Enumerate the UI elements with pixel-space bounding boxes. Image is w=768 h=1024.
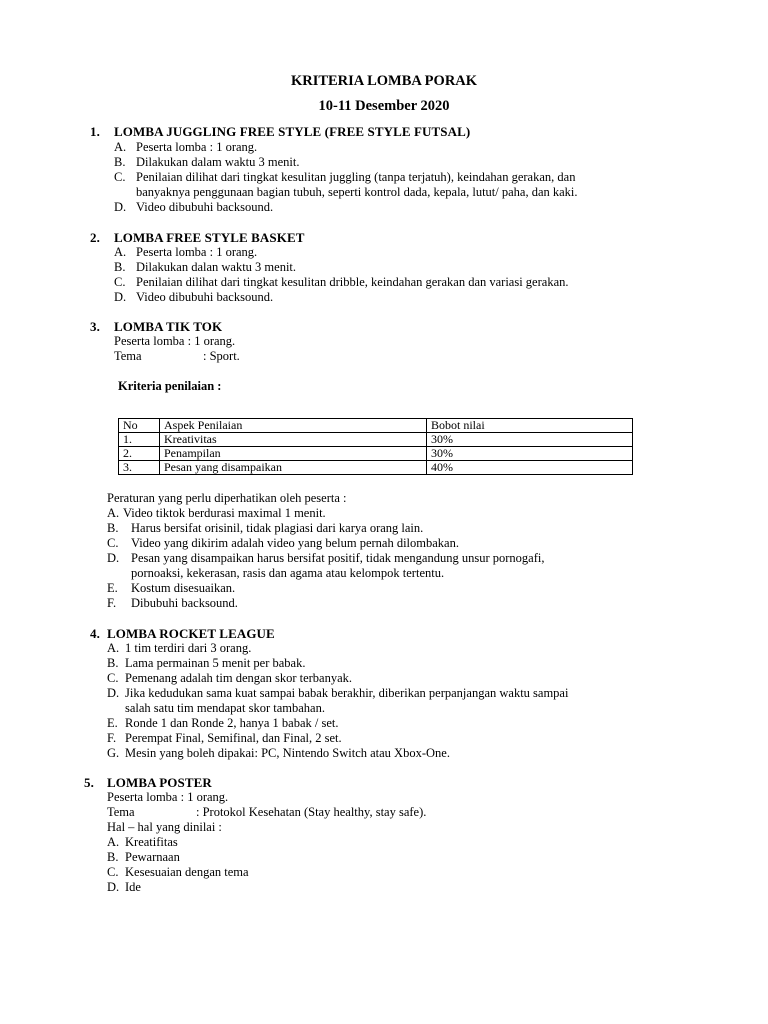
kriteria-table bbox=[118, 418, 633, 475]
section-4-item-letter: D. bbox=[107, 686, 120, 700]
section-5-number: 5. bbox=[84, 775, 94, 790]
table-header-cell: Bobot nilai bbox=[427, 419, 633, 433]
section-2-item-letter: B. bbox=[114, 260, 126, 274]
section-5-item-letter: D. bbox=[107, 880, 120, 894]
section-4-item-text: 1 tim terdiri dari 3 orang. bbox=[125, 641, 252, 655]
section-5-item-letter: C. bbox=[107, 865, 119, 879]
table-header-cell: Aspek Penilaian bbox=[160, 419, 427, 433]
section-2-heading: LOMBA FREE STYLE BASKET bbox=[114, 230, 305, 245]
table-cell: 40% bbox=[427, 461, 633, 475]
section-2-item-text: Penilaian dilihat dari tingkat kesulitan dribble, keindahan gerakan dan variasi gerakan. bbox=[136, 275, 569, 289]
document-date: 10-11 Desember 2020 bbox=[318, 98, 450, 114]
section-3-number: 3. bbox=[90, 319, 100, 334]
table-cell: 1. bbox=[119, 433, 160, 447]
section-4-item-text: salah satu tim mendapat skor tambahan. bbox=[125, 701, 325, 715]
section-1-item-text: Peserta lomba : 1 orang. bbox=[136, 140, 258, 154]
section-1-item-letter: A. bbox=[114, 140, 127, 154]
rule-text: Video yang dikirim adalah video yang belum pernah dilombakan. bbox=[131, 536, 459, 550]
rule-letter: C. bbox=[107, 536, 119, 550]
section-2-item-letter: D. bbox=[114, 290, 127, 304]
section-1-item-letter: D. bbox=[114, 200, 127, 214]
section-5-item-text: Kesesuaian dengan tema bbox=[125, 865, 249, 879]
section-1-item-text: Video dibubuhi backsound. bbox=[136, 200, 274, 214]
rule-letter: B. bbox=[107, 521, 119, 535]
table-cell: 3. bbox=[119, 461, 160, 475]
table-cell: 30% bbox=[427, 447, 633, 461]
section-4-item-letter: E. bbox=[107, 716, 118, 730]
section-1-item-text: Dilakukan dalam waktu 3 menit. bbox=[136, 155, 300, 169]
table-row bbox=[119, 461, 633, 475]
section-3-tema-label: Tema bbox=[114, 349, 142, 363]
section-1-item-text: Penilaian dilihat dari tingkat kesulitan juggling (tanpa terjatuh), keindahan gerakan, dan bbox=[136, 170, 576, 184]
rule-text: Kostum disesuaikan. bbox=[131, 581, 236, 595]
document-title: KRITERIA LOMBA PORAK bbox=[290, 73, 478, 89]
section-3-heading: LOMBA TIK TOK bbox=[114, 319, 223, 334]
section-5-item-text: Ide bbox=[125, 880, 141, 894]
rule-text: Pesan yang disampaikan harus bersifat positif, tidak mengandung unsur pornogafi, bbox=[131, 551, 545, 565]
section-5-peserta: Peserta lomba : 1 orang. bbox=[107, 790, 229, 804]
section-1-number: 1. bbox=[90, 124, 100, 139]
section-5-tema-value: : Protokol Kesehatan (Stay healthy, stay safe). bbox=[196, 805, 427, 819]
section-4-item-text: Ronde 1 dan Ronde 2, hanya 1 babak / set. bbox=[125, 716, 339, 730]
rule-text: pornoaksi, kekerasan, rasis dan agama atau kelompok tertentu. bbox=[131, 566, 445, 580]
section-2-item-text: Dilakukan dalan waktu 3 menit. bbox=[136, 260, 297, 274]
table-cell: 2. bbox=[119, 447, 160, 461]
section-5-hal-label: Hal – hal yang dinilai : bbox=[107, 820, 222, 834]
table-cell: Penampilan bbox=[160, 447, 427, 461]
section-4-item-text: Mesin yang boleh dipakai: PC, Nintendo Switch atau Xbox-One. bbox=[125, 746, 450, 760]
section-4-heading: LOMBA ROCKET LEAGUE bbox=[107, 626, 275, 641]
section-2-item-letter: A. bbox=[114, 245, 127, 259]
section-5-tema-label: Tema bbox=[107, 805, 135, 819]
section-1-item-letter: B. bbox=[114, 155, 126, 169]
rule-text: Dibubuhi backsound. bbox=[131, 596, 238, 610]
table-header-cell: No bbox=[119, 419, 160, 433]
section-4-item-letter: G. bbox=[107, 746, 120, 760]
section-5-heading: LOMBA POSTER bbox=[107, 775, 212, 790]
table-cell: 30% bbox=[427, 433, 633, 447]
rule-letter: A. bbox=[107, 506, 120, 520]
section-3-tema-value: : Sport. bbox=[203, 349, 240, 363]
section-3-peserta: Peserta lomba : 1 orang. bbox=[114, 334, 236, 348]
rule-text: Harus bersifat orisinil, tidak plagiasi dari karya orang lain. bbox=[131, 521, 424, 535]
rule-text: Video tiktok berdurasi maximal 1 menit. bbox=[123, 506, 326, 520]
peraturan-label: Peraturan yang perlu diperhatikan oleh peserta : bbox=[107, 491, 347, 505]
section-4-item-text: Lama permainan 5 menit per babak. bbox=[125, 656, 306, 670]
section-1-item-text: banyaknya penggunaan bagian tubuh, seperti kontrol dada, kepala, lutut/ paha, dan kaki. bbox=[136, 185, 578, 199]
section-2-number: 2. bbox=[90, 230, 100, 245]
section-4-item-text: Perempat Final, Semifinal, dan Final, 2 set. bbox=[125, 731, 342, 745]
table-cell: Pesan yang disampaikan bbox=[160, 461, 427, 475]
table-header-row bbox=[119, 419, 633, 433]
section-1-item-letter: C. bbox=[114, 170, 126, 184]
section-2-item-text: Peserta lomba : 1 orang. bbox=[136, 245, 258, 259]
section-4-item-letter: F. bbox=[107, 731, 117, 745]
section-5-item-text: Pewarnaan bbox=[125, 850, 180, 864]
section-4-item-letter: A. bbox=[107, 641, 120, 655]
section-2-item-letter: C. bbox=[114, 275, 126, 289]
table-row bbox=[119, 433, 633, 447]
section-5-item-letter: A. bbox=[107, 835, 120, 849]
rule-letter: E. bbox=[107, 581, 118, 595]
section-4-item-letter: B. bbox=[107, 656, 119, 670]
section-1-heading: LOMBA JUGGLING FREE STYLE (FREE STYLE FUTSAL) bbox=[114, 124, 471, 139]
rule-letter: F. bbox=[107, 596, 117, 610]
table-row bbox=[119, 447, 633, 461]
section-4-item-letter: C. bbox=[107, 671, 119, 685]
section-5-item-letter: B. bbox=[107, 850, 119, 864]
section-4-item-text: Jika kedudukan sama kuat sampai babak berakhir, diberikan perpanjangan waktu sampai bbox=[125, 686, 569, 700]
section-4-number: 4. bbox=[90, 626, 100, 641]
rule-letter: D. bbox=[107, 551, 120, 565]
section-4-item-text: Pemenang adalah tim dengan skor terbanyak. bbox=[125, 671, 353, 685]
section-5-item-text: Kreatifitas bbox=[125, 835, 178, 849]
kriteria-penilaian-label: Kriteria penilaian : bbox=[118, 379, 222, 393]
section-2-item-text: Video dibubuhi backsound. bbox=[136, 290, 274, 304]
table-cell: Kreativitas bbox=[160, 433, 427, 447]
